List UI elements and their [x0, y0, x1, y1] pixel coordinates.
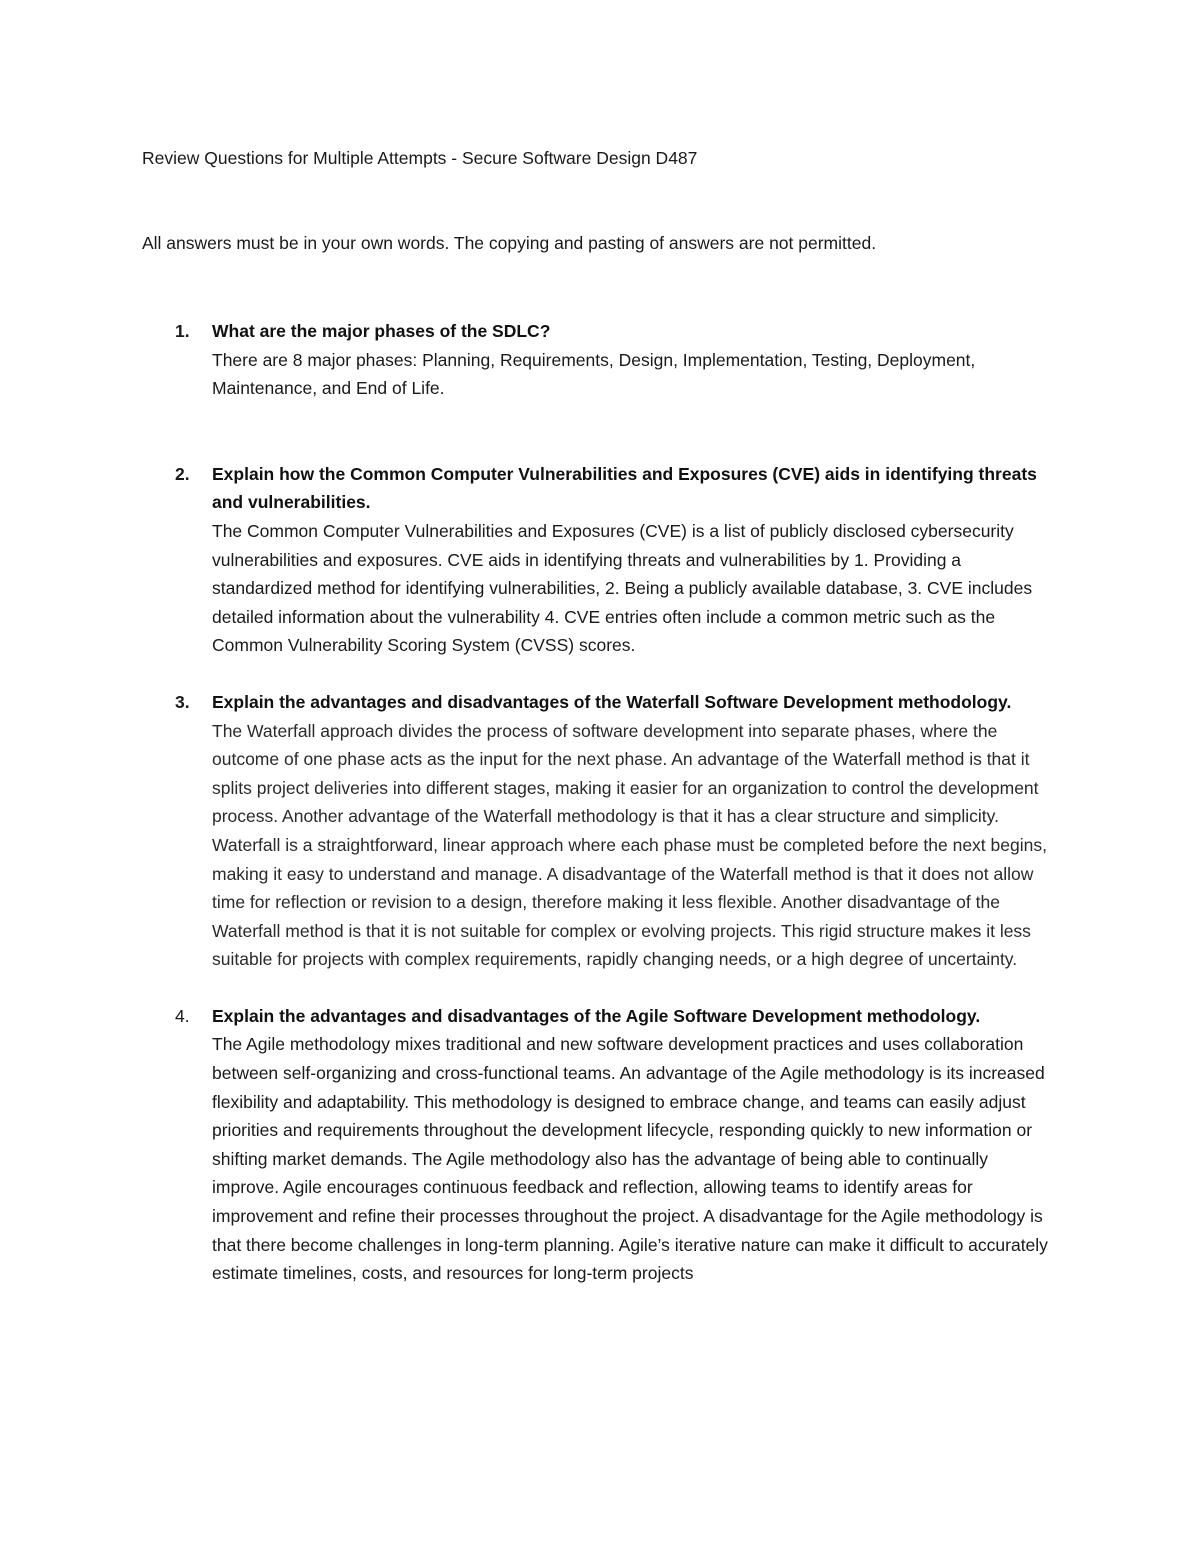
question-item	[142, 1002, 1057, 1288]
document-title: Review Questions for Multiple Attempts - Secure Software Design D487	[142, 148, 698, 168]
question-number: 4.	[175, 1005, 190, 1026]
question-list	[142, 317, 1057, 1288]
question-number: 1.	[175, 321, 190, 341]
question-heading: Explain how the Common Computer Vulnerabilities and Exposures (CVE) aids in identifying threats and vulnerabilities.	[212, 463, 1037, 513]
question-answer: The Agile methodology mixes traditional and new software development practices and uses collaboration between self-organizing and cross-functional teams. An advantage of the Agile methodology is its increased flexibility and adaptability. This methodology is designed to embrace change, and teams can easily adjust priorities and requirements throughout the development lifecycle, responding quickly to new information or shifting market demands. The Agile methodology also has the advantage of being able to continually improve. Agile encourages continuous feedback and reflection, allowing teams to identify areas for improvement and refine their processes throughout the project. A disadvantage for the Agile methodology is that there become challenges in long-term planning. Agile’s iterative nature can make it difficult to accurately estimate timelines, costs, and resources for long-term projects	[212, 1034, 1048, 1284]
question-number: 3.	[175, 691, 190, 712]
question-heading: What are the major phases of the SDLC?	[212, 321, 551, 341]
question-heading: Explain the advantages and disadvantages of the Waterfall Software Development methodology.	[212, 691, 1012, 712]
question-item	[142, 317, 1057, 403]
question-number: 2.	[175, 463, 190, 484]
question-answer: There are 8 major phases: Planning, Requirements, Design, Implementation, Testing, Deployment, Maintenance, and End of Life.	[212, 349, 976, 399]
question-answer: The Waterfall approach divides the process of software development into separate phases, where the outcome of one phase acts as the input for the next phase. An advantage of the Waterfall method is that it splits project deliveries into different stages, making it easier for an organization to control the development process. Another advantage of the Waterfall methodology is that it has a clear structure and simplicity. Waterfall is a straightforward, linear approach where each phase must be completed before the next begins, making it easy to understand and manage. A disadvantage of the Waterfall method is that it does not allow time for reflection or revision to a design, therefore making it less flexible. Another disadvantage of the Waterfall method is that it is not suitable for complex or evolving projects. This rigid structure makes it less suitable for projects with complex requirements, rapidly changing needs, or a high degree of uncertainty.	[212, 720, 1047, 970]
question-answer: The Common Computer Vulnerabilities and Exposures (CVE) is a list of publicly disclosed cybersecurity vulnerabilities and exposures. CVE aids in identifying threats and vulnerabilities by 1. Providing a standardized method for identifying vulnerabilities, 2. Being a publicly available database, 3. CVE includes detailed information about the vulnerability 4. CVE entries often include a common metric such as the Common Vulnerability Scoring System (CVSS) scores.	[212, 520, 1033, 656]
document-instructions: All answers must be in your own words. The copying and pasting of answers are not permitted.	[142, 233, 877, 253]
question-item	[142, 460, 1057, 660]
question-item	[142, 688, 1057, 974]
question-heading: Explain the advantages and disadvantages of the Agile Software Development methodology.	[212, 1005, 981, 1026]
